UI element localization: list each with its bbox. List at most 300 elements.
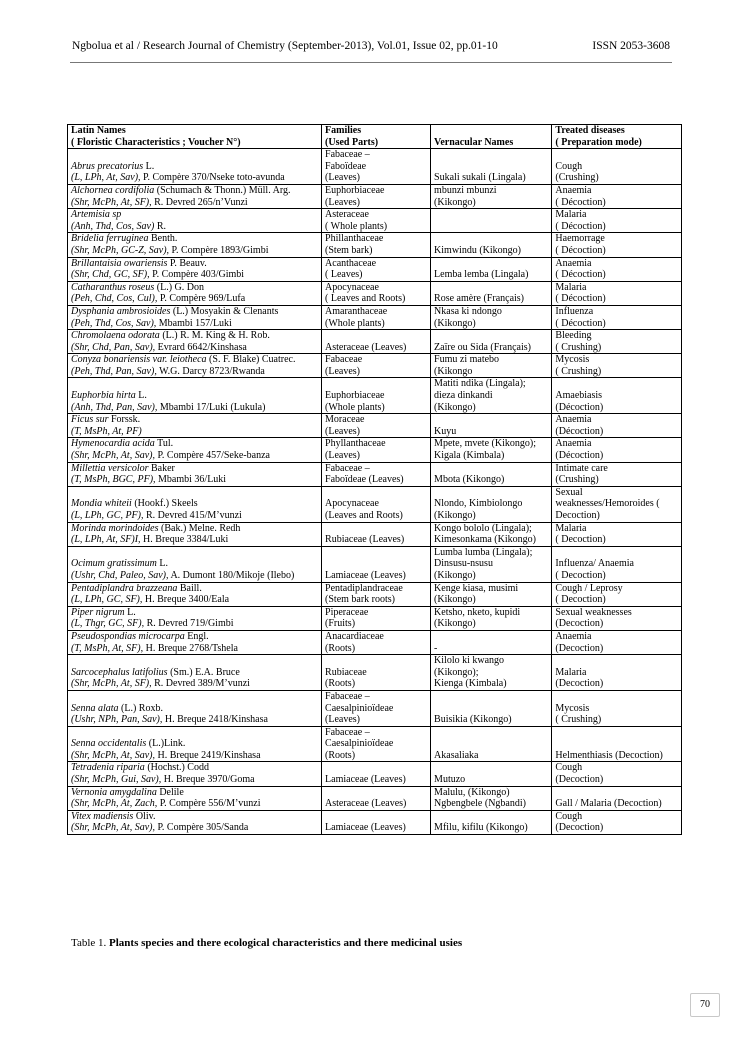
table-caption [71, 937, 462, 949]
caption-prefix: Table 1. [71, 937, 110, 949]
species-line [71, 185, 318, 197]
voucher-line [71, 643, 318, 655]
disease-cell [552, 438, 682, 462]
floristic-characteristics: (Peh, Thd, Pan, Sav), [71, 365, 157, 377]
table-row [68, 354, 682, 378]
vernacular-cell [431, 630, 552, 654]
family-line: (Roots) [325, 642, 356, 654]
latin-name-cell [68, 414, 322, 438]
header-line: ( Preparation mode) [555, 136, 642, 148]
disease-line: ( Décoction) [555, 269, 606, 281]
latin-name-cell [68, 378, 322, 414]
vernacular-cell [431, 184, 552, 208]
disease-line: Anaemia [555, 257, 592, 269]
species-line [71, 762, 318, 774]
family-line: Faboïdeae (Leaves) [325, 474, 404, 486]
disease-line: ( Décoction) [555, 293, 606, 305]
vernacular-line: (Kikongo) [434, 618, 476, 630]
vernacular-line: (Kikongo) [434, 317, 476, 329]
vernacular-cell [431, 305, 552, 329]
vernacular-cell [431, 522, 552, 546]
species-line [71, 354, 318, 366]
species-line [71, 390, 318, 402]
latin-name-cell [68, 726, 322, 762]
species-line [71, 330, 318, 342]
vernacular-line: Kenge kiasa, musimi [434, 582, 519, 594]
family-line: (Leaves) [325, 365, 361, 377]
voucher-number: A. Dumont 180/Mikoje (Ilebo) [168, 569, 295, 581]
header-diseases [552, 125, 682, 149]
vernacular-cell [431, 438, 552, 462]
species-author: (S. F. Blake) Cuatrec. [206, 354, 296, 366]
floristic-characteristics: (T, MsPh, At, PF) [71, 425, 142, 437]
table-row [68, 810, 682, 834]
family-line: (Whole plants) [325, 317, 385, 329]
family-cell [322, 149, 431, 185]
disease-line: Anaemia [555, 438, 592, 450]
species-name: Bridelia ferruginea [71, 233, 149, 245]
table-row [68, 414, 682, 438]
disease-cell [552, 354, 682, 378]
family-line: Lamiaceae (Leaves) [325, 822, 406, 834]
species-author: L. [135, 390, 147, 402]
species-name: Euphorbia hirta [71, 390, 136, 402]
family-line: Amaranthaceae [325, 305, 388, 317]
vernacular-cell [431, 233, 552, 257]
table-header-row [68, 125, 682, 149]
family-line: Acanthaceae [325, 257, 377, 269]
latin-name-cell [68, 281, 322, 305]
latin-name-cell [68, 305, 322, 329]
family-cell [322, 438, 431, 462]
latin-name-cell [68, 762, 322, 786]
voucher-number: Evrard 6642/Kinshasa [155, 341, 247, 353]
disease-line: ( Décoction) [555, 244, 606, 256]
family-cell [322, 378, 431, 414]
table-row [68, 209, 682, 233]
family-cell [322, 606, 431, 630]
vernacular-line: Ketsho, nketo, kupidi [434, 606, 521, 618]
disease-line: ( Decoction) [555, 569, 606, 581]
disease-line: ( Décoction) [555, 317, 606, 329]
voucher-line [71, 714, 318, 726]
disease-cell [552, 486, 682, 522]
species-line [71, 463, 318, 475]
disease-line: Influenza [555, 305, 594, 317]
family-cell [322, 630, 431, 654]
header-families [322, 125, 431, 149]
voucher-number: P. Compère 305/Sanda [154, 822, 249, 834]
disease-line: Cough [555, 160, 583, 172]
vernacular-line: Kimesonkama (Kikongo) [434, 534, 536, 546]
header-latin-names [68, 125, 322, 149]
species-author: Forssk. [108, 414, 141, 426]
voucher-line [71, 197, 318, 209]
disease-line: Cough / Leprosy [555, 582, 623, 594]
voucher-line [71, 594, 318, 606]
voucher-line [71, 402, 318, 414]
disease-line: Anaemia [555, 184, 592, 196]
species-name: Ocimum gratissimum [71, 558, 157, 570]
family-line: (Stem bark roots) [325, 594, 396, 606]
table-row [68, 582, 682, 606]
vernacular-cell [431, 281, 552, 305]
family-cell [322, 786, 431, 810]
species-name: Millettia versicolor [71, 462, 149, 474]
species-name: Senna occidentalis [71, 738, 147, 750]
disease-line: (Decoction) [555, 774, 604, 786]
floristic-characteristics: (Ushr, NPh, Pan, Sav), [71, 714, 163, 726]
family-line: Piperaceae [325, 606, 369, 618]
header-vernacular [431, 125, 552, 149]
species-author: (Hochst.) Codd [144, 762, 209, 774]
species-author: (Schumach & Thonn.) Müll. Arg. [154, 184, 291, 196]
page-number: 70 [690, 993, 720, 1017]
floristic-characteristics: (Ushr, Chd, Paleo, Sav), [71, 569, 169, 581]
vernacular-line: dieza dinkandi [434, 390, 493, 402]
vernacular-line: (Kikongo); [434, 666, 479, 678]
disease-line: Decoction) [555, 510, 600, 521]
latin-name-cell [68, 330, 322, 354]
family-line: (Leaves and Roots) [325, 510, 403, 521]
floristic-characteristics: (Shr, McPh, GC-Z, Sav), [71, 244, 170, 256]
disease-cell [552, 305, 682, 329]
vernacular-line: Kimwindu (Kikongo) [434, 244, 521, 256]
species-line [71, 306, 318, 318]
species-author: Oliv. [133, 810, 156, 822]
disease-cell [552, 233, 682, 257]
disease-cell [552, 330, 682, 354]
latin-name-cell [68, 486, 322, 522]
voucher-number: H. Breque 2418/Kinshasa [162, 714, 268, 726]
vernacular-cell [431, 655, 552, 691]
vernacular-cell [431, 354, 552, 378]
species-line [71, 738, 318, 750]
disease-line: Sexual [555, 486, 583, 498]
latin-name-cell [68, 184, 322, 208]
vernacular-line: Akasaliaka [434, 749, 479, 761]
vernacular-line: Nlondo, Kimbiolongo [434, 498, 523, 510]
disease-line: Haemorrage [555, 233, 605, 245]
vernacular-cell [431, 209, 552, 233]
species-line [71, 438, 318, 450]
voucher-number: H. Breque 3400/Eala [142, 594, 230, 606]
disease-line: ( Crushing) [555, 341, 602, 353]
voucher-line [71, 534, 318, 546]
family-cell [322, 257, 431, 281]
vernacular-cell [431, 486, 552, 522]
latin-name-cell [68, 462, 322, 486]
species-name: Artemisia sp [71, 209, 122, 221]
latin-name-cell [68, 810, 322, 834]
family-cell [322, 522, 431, 546]
vernacular-line: Kongo bololo (Lingala); [434, 522, 532, 534]
family-line: Fabaceae – [325, 462, 370, 474]
voucher-number: H. Breque 3970/Goma [161, 774, 255, 786]
vernacular-line: Mutuzo [434, 774, 466, 786]
voucher-line [71, 774, 318, 786]
floristic-characteristics: (L, Thgr, GC, SF), [71, 618, 145, 630]
vernacular-line: Mpete, mvete (Kikongo); [434, 438, 536, 450]
family-line: ( Leaves and Roots) [325, 293, 406, 305]
latin-name-cell [68, 606, 322, 630]
species-line [71, 233, 318, 245]
disease-line: Mycosis [555, 702, 590, 714]
voucher-number: P. Compère 556/M’vunzi [157, 798, 261, 810]
issn: ISSN 2053-3608 [592, 40, 670, 52]
vernacular-line: Kigala (Kimbala) [434, 450, 505, 462]
vernacular-line: Kienga (Kimbala) [434, 678, 507, 690]
species-line [71, 811, 318, 823]
disease-line: Malaria [555, 209, 587, 221]
voucher-line [71, 450, 318, 462]
header-line: (Used Parts) [325, 136, 379, 148]
table-row [68, 184, 682, 208]
species-name: Pseudospondias microcarpa [71, 630, 185, 642]
voucher-number: W.G. Darcy 8723/Rwanda [156, 365, 265, 377]
floristic-characteristics: (L, LPh, At, Sav), [71, 172, 141, 184]
species-line [71, 787, 318, 799]
vernacular-line: Sukali sukali (Lingala) [434, 172, 526, 184]
family-cell [322, 655, 431, 691]
voucher-line [71, 221, 318, 233]
species-author: (L.) Mosyakin & Clenants [170, 305, 279, 317]
header-line: Treated diseases [555, 125, 625, 136]
species-name: Vitex madiensis [71, 810, 134, 822]
table-row [68, 233, 682, 257]
vernacular-line: (Kikongo) [434, 510, 476, 521]
species-line [71, 414, 318, 426]
species-line [71, 607, 318, 619]
species-name: Conyza bonariensis var. leiotheca [71, 354, 207, 366]
vernacular-line: Lumba lumba (Lingala); [434, 546, 533, 558]
species-author: (L.) G. Don [154, 281, 204, 293]
voucher-line [71, 366, 318, 378]
family-line: Fabaceae – [325, 726, 370, 738]
family-line: Phyllanthaceae [325, 438, 386, 450]
voucher-line [71, 245, 318, 257]
family-line: (Roots) [325, 678, 356, 690]
family-line: Rubiaceae (Leaves) [325, 534, 405, 546]
disease-cell [552, 762, 682, 786]
disease-line: ( Crushing) [555, 365, 602, 377]
floristic-characteristics: (Shr, McPh, At, Sav), [71, 749, 155, 761]
species-author: Tul. [154, 438, 174, 450]
disease-cell [552, 582, 682, 606]
voucher-number: H. Breque 3384/Luki [140, 534, 229, 546]
table-body [68, 149, 682, 835]
family-line: Pentadiplandraceae [325, 582, 403, 594]
family-line: (Leaves) [325, 196, 361, 208]
species-line [71, 258, 318, 270]
vernacular-line: Matiti ndika (Lingala); [434, 378, 526, 390]
voucher-line [71, 618, 318, 630]
table-row [68, 690, 682, 726]
family-line: Asteraceae (Leaves) [325, 798, 407, 810]
table-row [68, 257, 682, 281]
disease-line: Mycosis [555, 354, 590, 366]
family-line: (Fruits) [325, 618, 356, 630]
header-rule [70, 62, 672, 63]
voucher-number: H. Breque 2768/Tshela [143, 642, 238, 654]
voucher-number: R. Devred 415/M’vunzi [143, 510, 242, 521]
vernacular-cell [431, 414, 552, 438]
table-row [68, 522, 682, 546]
family-line: Fabaceae – [325, 149, 370, 161]
table-row [68, 655, 682, 691]
family-line: Faboïdeae [325, 160, 367, 172]
vernacular-line: (Kikongo) [434, 594, 476, 606]
voucher-line [71, 269, 318, 281]
disease-cell [552, 690, 682, 726]
species-line [71, 583, 318, 595]
species-author: (Bak.) Melne. Redh [158, 522, 241, 534]
vernacular-cell [431, 582, 552, 606]
voucher-number: P. Compère 457/Seke-banza [154, 450, 270, 462]
species-name: Pentadiplandra brazzeana [71, 582, 178, 594]
family-line: Apocynaceae [325, 498, 379, 510]
floristic-characteristics: (Anh, Thd, Cos, Sav) [71, 220, 155, 232]
vernacular-line: Rose amère (Français) [434, 293, 525, 305]
voucher-line [71, 750, 318, 762]
disease-line: Cough [555, 762, 583, 774]
latin-name-cell [68, 630, 322, 654]
species-name: Alchornea cordifolia [71, 184, 155, 196]
family-line: Anacardiaceae [325, 630, 384, 642]
family-line: Euphorbiaceae [325, 390, 385, 402]
disease-line: Amaebiasis [555, 390, 603, 402]
latin-name-cell [68, 149, 322, 185]
disease-cell [552, 209, 682, 233]
voucher-line [71, 172, 318, 184]
family-cell [322, 582, 431, 606]
table-row [68, 546, 682, 582]
species-author: (L.) R. M. King & H. Rob. [159, 330, 270, 342]
disease-line: ( Décoction) [555, 196, 606, 208]
family-cell [322, 209, 431, 233]
family-cell [322, 462, 431, 486]
species-author: (L.)Link. [146, 738, 186, 750]
family-line: Rubiaceae [325, 666, 367, 678]
table-row [68, 606, 682, 630]
species-author: L. [143, 160, 155, 172]
vernacular-line: mbunzi mbunzi [434, 184, 497, 196]
latin-name-cell [68, 546, 322, 582]
family-cell [322, 305, 431, 329]
floristic-characteristics: (L, LPh, At, SF)I, [71, 534, 141, 546]
vernacular-line: Nkasa ki ndongo [434, 305, 502, 317]
latin-name-cell [68, 786, 322, 810]
vernacular-cell [431, 462, 552, 486]
disease-cell [552, 378, 682, 414]
table-row [68, 462, 682, 486]
floristic-characteristics: (Shr, Chd, Pan, Sav), [71, 341, 156, 353]
species-author: Baill. [177, 582, 202, 594]
family-cell [322, 414, 431, 438]
family-line: (Leaves) [325, 714, 361, 726]
vernacular-line: Buisikia (Kikongo) [434, 714, 512, 726]
disease-line: Malaria [555, 522, 587, 534]
table-row [68, 630, 682, 654]
floristic-characteristics: (Peh, Thd, Cos, Sav), [71, 317, 157, 329]
species-author: Engl. [184, 630, 209, 642]
voucher-number: R. Devred 389/M’vunzi [151, 678, 250, 690]
disease-cell [552, 726, 682, 762]
voucher-number: P. Compère 370/Nseke toto-avunda [140, 172, 285, 184]
voucher-number: P. Compère 969/Lufa [157, 293, 246, 305]
voucher-number: Mbambi 36/Luki [155, 474, 227, 486]
disease-cell [552, 414, 682, 438]
species-name: Morinda morindoides [71, 522, 159, 534]
vernacular-cell [431, 330, 552, 354]
vernacular-cell [431, 690, 552, 726]
species-author: Benth. [148, 233, 178, 245]
disease-cell [552, 606, 682, 630]
species-name: Piper nigrum [71, 606, 125, 618]
latin-name-cell [68, 354, 322, 378]
disease-line: (Décoction) [555, 425, 604, 437]
family-line: Lamiaceae (Leaves) [325, 569, 406, 581]
family-cell [322, 233, 431, 257]
species-name: Chromolaena odorata [71, 330, 160, 342]
floristic-characteristics: (Shr, Chd, GC, SF), [71, 269, 150, 281]
floristic-characteristics: (Peh, Chd, Cos, Cul), [71, 293, 158, 305]
disease-cell [552, 655, 682, 691]
vernacular-line: (Kikongo) [434, 569, 476, 581]
species-name: Ficus sur [71, 414, 109, 426]
family-line: (Stem bark) [325, 244, 373, 256]
disease-line: ( Decoction) [555, 534, 606, 546]
family-line: Asteraceae [325, 209, 369, 221]
vernacular-line: Kuyu [434, 425, 457, 437]
header-line: Latin Names [71, 125, 126, 136]
floristic-characteristics: (Shr, McPh, At, SF), [71, 196, 152, 208]
vernacular-line: Lemba lemba (Lingala) [434, 269, 529, 281]
table-row [68, 726, 682, 762]
species-name: Mondia whiteii [71, 498, 132, 510]
voucher-number: H. Breque 2419/Kinshasa [154, 749, 261, 761]
family-line: ( Leaves) [325, 269, 363, 281]
vernacular-line: Mfilu, kifilu (Kikongo) [434, 822, 528, 834]
species-author: (Sm.) E.A. Bruce [167, 666, 240, 678]
species-author: (L.) Roxb. [118, 702, 163, 714]
disease-cell [552, 257, 682, 281]
family-line: (Whole plants) [325, 401, 385, 413]
disease-line: (Decoction) [555, 642, 604, 654]
table-row [68, 762, 682, 786]
disease-line: (Decoction) [555, 822, 604, 834]
family-cell [322, 726, 431, 762]
vernacular-line: - [434, 642, 438, 654]
latin-name-cell [68, 209, 322, 233]
vernacular-cell [431, 762, 552, 786]
voucher-line [71, 474, 318, 486]
vernacular-cell [431, 149, 552, 185]
disease-cell [552, 630, 682, 654]
voucher-number: R. [154, 220, 167, 232]
family-cell [322, 762, 431, 786]
species-line [71, 558, 318, 570]
species-line [71, 209, 318, 221]
disease-line: Anaemia [555, 414, 592, 426]
voucher-line [71, 426, 318, 438]
disease-line: Malaria [555, 281, 587, 293]
latin-name-cell [68, 690, 322, 726]
disease-line: Gall / Malaria (Decoction) [555, 798, 662, 810]
vernacular-line: Mbota (Kikongo) [434, 474, 505, 486]
family-line: (Leaves) [325, 172, 361, 184]
voucher-line [71, 342, 318, 354]
